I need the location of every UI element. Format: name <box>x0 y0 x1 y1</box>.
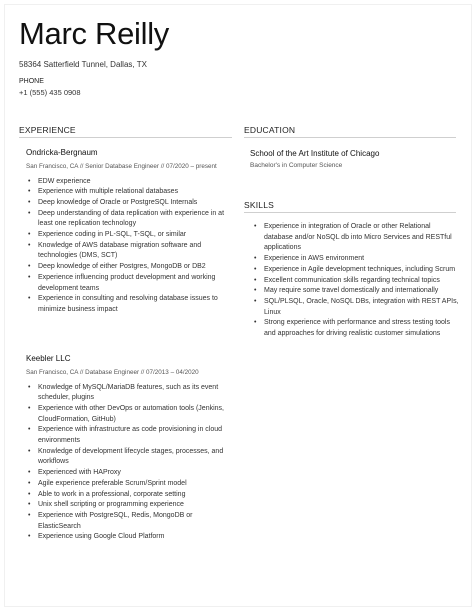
skills-list <box>252 222 460 340</box>
job-entry <box>26 354 232 543</box>
education-divider <box>244 137 456 138</box>
education-school: School of the Art Institute of Chicago <box>250 149 380 158</box>
education-heading: EDUCATION <box>244 125 296 135</box>
skills-divider <box>244 212 456 213</box>
phone-label: PHONE <box>19 78 44 85</box>
list-item: • Experience with PostgreSQL, Redis, MongoDB or ElasticSearch <box>26 511 232 532</box>
list-item: • Able to work in a professional, corporate setting <box>26 490 232 501</box>
skill-item: • Experience in Agile development techniques, including Scrum <box>252 265 460 276</box>
list-item: • Experienced with HAProxy <box>26 468 232 479</box>
list-item: • Unix shell scripting or programming experience <box>26 500 232 511</box>
job-company: Keebler LLC <box>26 354 71 363</box>
skills-list-container <box>252 222 460 340</box>
education-degree: Bachelor's in Computer Science <box>250 162 343 169</box>
job-meta: San Francisco, CA // Database Engineer // 07/2013 – 04/2020 <box>26 369 199 376</box>
experience-divider <box>19 137 232 138</box>
candidate-name: Marc Reilly <box>19 16 169 51</box>
list-item: • Deep knowledge of either Postgres, MongoDB or DB2 <box>26 262 232 273</box>
job-meta: San Francisco, CA // Senior Database Engineer // 07/2020 – present <box>26 163 217 170</box>
list-item: • EDW experience <box>26 177 232 188</box>
skill-item: • Experience in integration of Oracle or other Relational database and/or NoSQL db into Micro Services and RESTful applications <box>252 222 460 254</box>
list-item: • Experience with multiple relational databases <box>26 187 232 198</box>
list-item: • Agile experience preferable Scrum/Sprint model <box>26 479 232 490</box>
list-item: • Experience with other DevOps or automation tools (Jenkins, CloudFormation, GitHub) <box>26 404 232 425</box>
list-item: • Experience coding in PL-SQL, T-SQL, or similar <box>26 230 232 241</box>
list-item: • Experience using Google Cloud Platform <box>26 532 232 543</box>
skill-item: • Excellent communication skills regarding technical topics <box>252 276 460 287</box>
list-item: • Knowledge of AWS database migration software and technologies (DMS, SCT) <box>26 241 232 262</box>
job-entry <box>26 148 232 316</box>
list-item: • Experience with infrastructure as code provisioning in cloud environments <box>26 425 232 446</box>
list-item: • Knowledge of MySQL/MariaDB features, such as its event scheduler, plugins <box>26 383 232 404</box>
list-item: • Deep knowledge of Oracle or PostgreSQL Internals <box>26 198 232 209</box>
phone-number: +1 (555) 435 0908 <box>19 88 81 97</box>
skill-item: • Experience in AWS environment <box>252 254 460 265</box>
skill-item: • Strong experience with performance and stress testing tools and approaches for driving realistic customer simulations <box>252 318 460 339</box>
list-item: • Deep understanding of data replication with experience in at least one replication technology <box>26 209 232 230</box>
skill-item: • SQL/PLSQL, Oracle, NoSQL DBs, integration with REST APIs, Linux <box>252 297 460 318</box>
job-bullets <box>26 177 232 316</box>
skill-item: • May require some travel domestically and internationally <box>252 286 460 297</box>
list-item: • Knowledge of development lifecycle stages, processes, and workflows <box>26 447 232 468</box>
skills-heading: SKILLS <box>244 200 275 210</box>
address: 58364 Satterfield Tunnel, Dallas, TX <box>19 60 147 69</box>
job-company: Ondricka-Bergnaum <box>26 148 98 157</box>
list-item: • Experience influencing product development and working development teams <box>26 273 232 294</box>
job-bullets <box>26 383 232 544</box>
experience-heading: EXPERIENCE <box>19 125 76 135</box>
list-item: • Experience in consulting and resolving database issues to minimize business impact <box>26 294 232 315</box>
